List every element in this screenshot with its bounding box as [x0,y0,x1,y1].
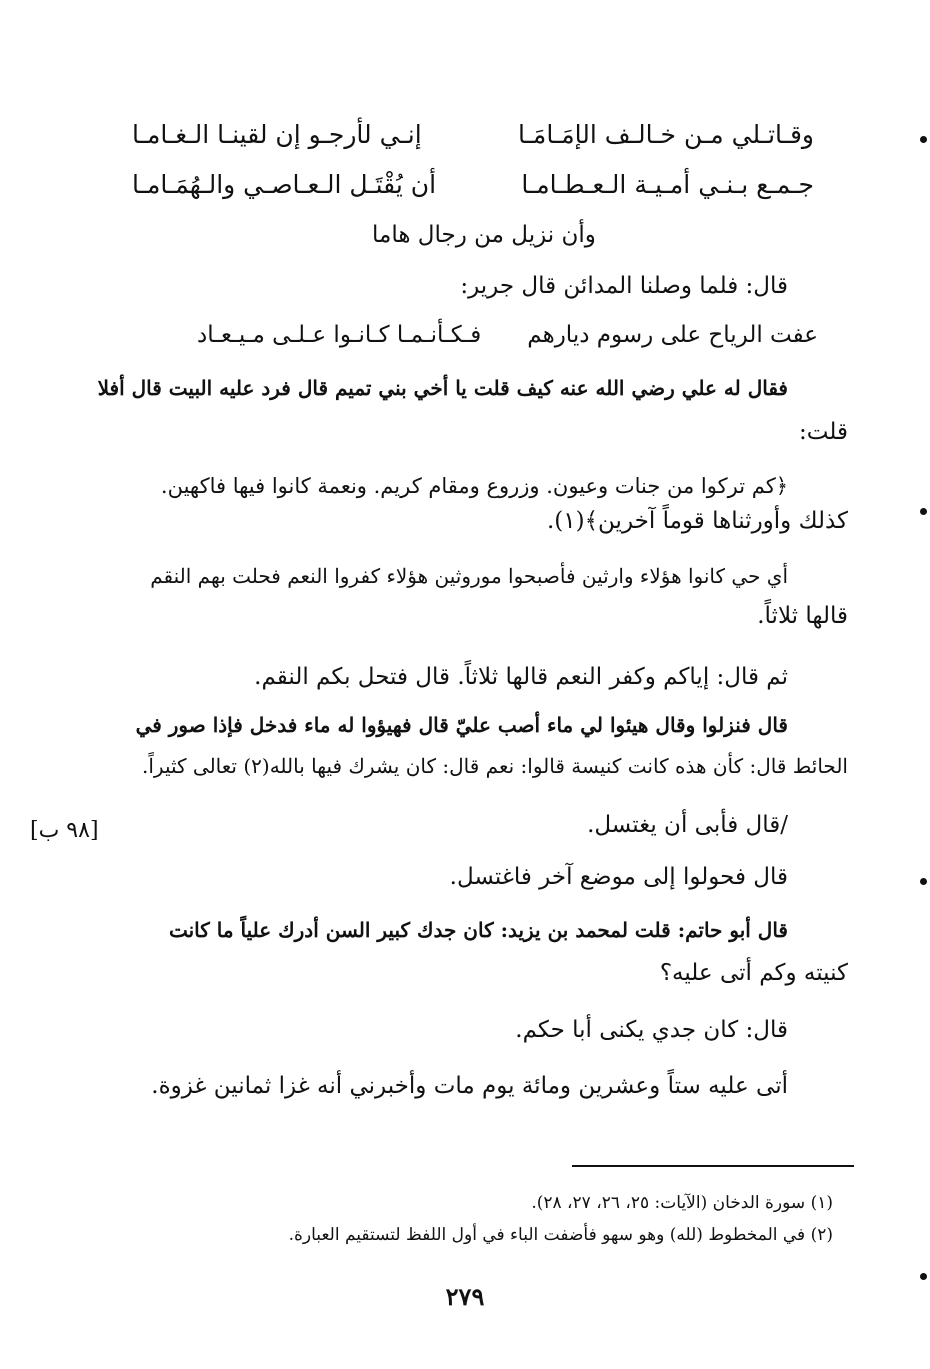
quran-quote-line-2: كذلك وأورثناها قوماً آخرين﴾(١). [546,508,848,534]
manuscript-folio-marker: [٩٨ ب] [30,818,99,843]
verse-2-second-hemistich: أن يُقْتَـل الـعـاصـي والـهُمَـامـا [132,170,437,199]
footnote-rule [572,1165,854,1167]
line-12: أتى عليه ستاً وعشرين ومائة يوم مات وأخبرني أنه غزا ثمانين غزوة. [151,1073,788,1099]
line-7a: قال فنزلوا وقال هيئوا لي ماء أصب عليّ قال فهيؤوا له ماء فدخل فإذا صور في [135,713,788,737]
line-2-first-hemistich: عفت الرياح على رسوم ديارهم [527,322,818,348]
page-number: ٢٧٩ [445,1282,485,1311]
verse-1-first-hemistich: وقـاتـلي مـن خـالـف الإمَـامَـا [517,120,814,149]
line-11: قال: كان جدي يكنى أبا حكم. [515,1017,788,1043]
verse-2-first-hemistich: جـمـع بـنـي أمـيـة الـعـطـامـا [521,170,814,199]
scan-mark-top [920,136,927,143]
line-6: ثم قال: إياكم وكفر النعم قالها ثلاثاً. قال فتحل بكم النقم. [254,664,788,690]
footnote-1: (١) سورة الدخان (الآيات: ٢٥، ٢٦، ٢٧، ٢٨). [531,1193,833,1213]
line-2-second-hemistich: فـكـأنـمـا كـانـوا عـلـى مـيـعـاد [197,322,482,348]
quran-quote-line-1: ﴿كم تركوا من جنات وعيون. وزروع ومقام كريم. ونعمة كانوا فيها فاكهين. [160,474,788,498]
line-5b: قالها ثلاثاً. [757,603,848,629]
line-7b: الحائط قال: كأن هذه كانت كنيسة قالوا: نعم قال: كان يشرك فيها بالله(٢) تعالى كثيراً. [142,754,848,778]
line-3b: قلت: [799,419,848,445]
footnote-2: (٢) في المخطوط (لله) وهو سهو فأضفت الباء في أول اللفظ لتستقيم العبارة. [288,1225,833,1245]
line-9: قال فحولوا إلى موضع آخر فاغتسل. [449,864,788,890]
line-5a: أي حي كانوا هؤلاء وارثين فأصبحوا موروثين هؤلاء كفروا النعم فحلت بهم النقم [150,564,788,588]
line-10b: كنيته وكم أتى عليه؟ [659,960,848,986]
line-1: قال: فلما وصلنا المدائن قال جرير: [460,273,788,299]
line-8: /قال فأبى أن يغتسل. [587,812,788,838]
line-10a: قال أبو حاتم: قلت لمحمد بن يزيد: كان جدك كبير السن أدرك علياً ما كانت [168,918,788,942]
scan-mark-bottom [920,1273,927,1280]
verse-3: وأن نزيل من رجال هاما [372,222,596,248]
verse-1-second-hemistich: إنـي لأرجـو إن لقينـا الـغـامـا [132,120,422,149]
scan-mark-middle [920,508,927,515]
line-3a: فقال له علي رضي الله عنه كيف قلت يا أخي بني تميم قال فرد عليه البيت قال أفلا [97,376,788,400]
scan-mark-lower [920,878,927,885]
